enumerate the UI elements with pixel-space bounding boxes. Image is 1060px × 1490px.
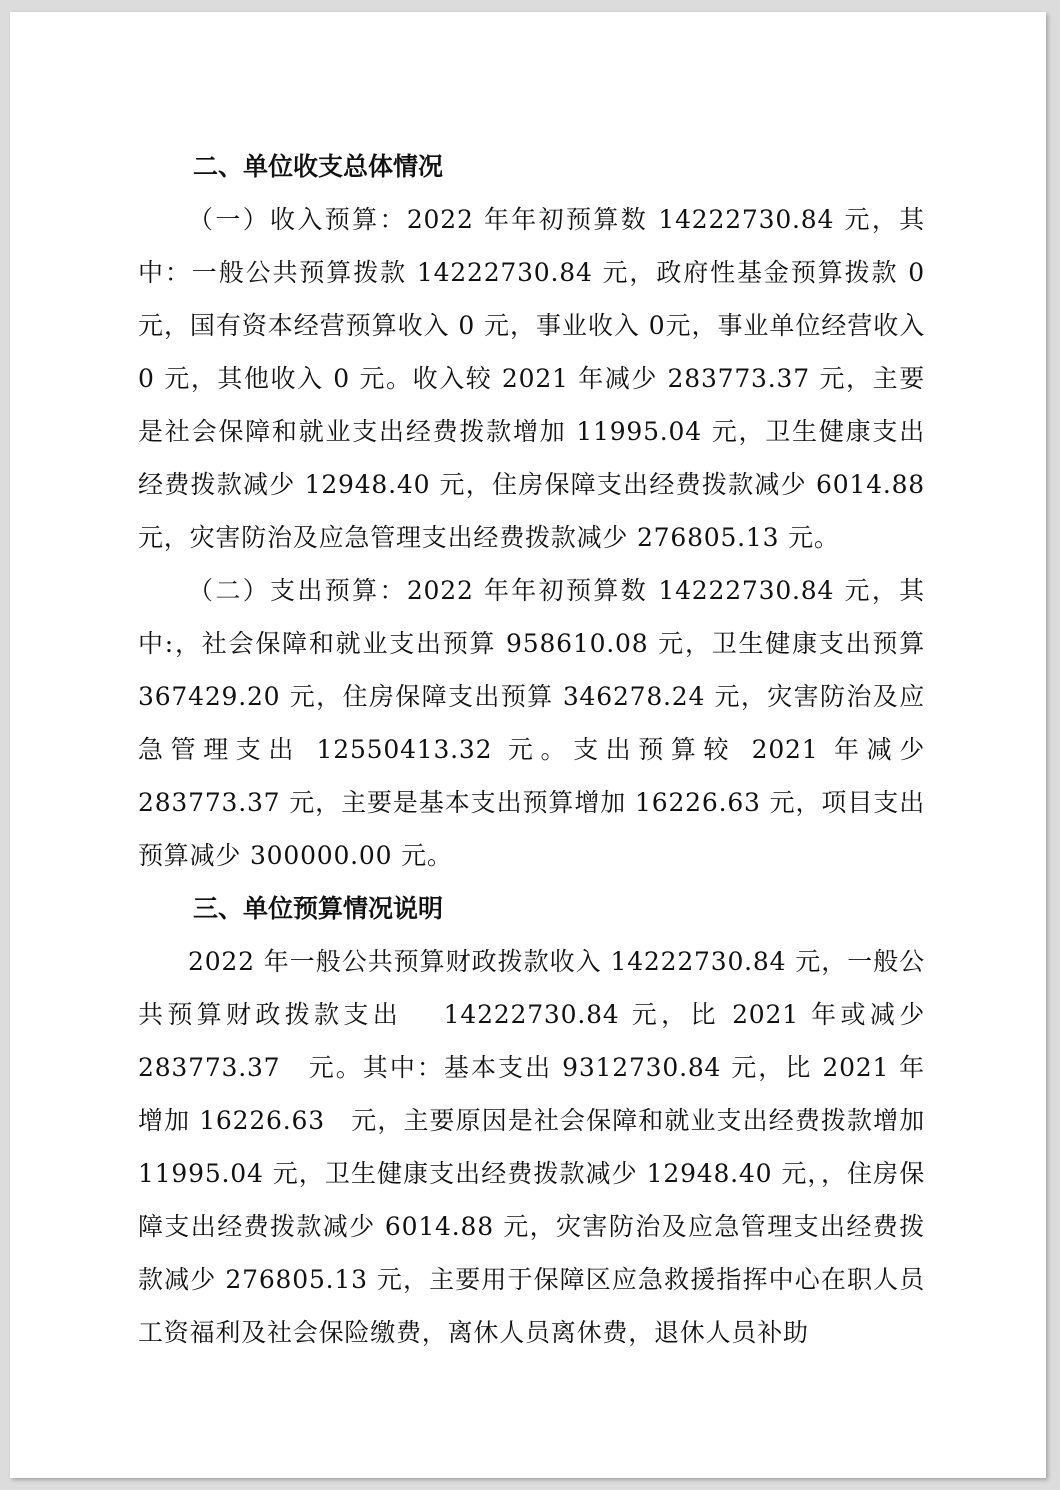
document-page — [10, 12, 1046, 1478]
paragraph-expenditure-budget: （二）支出预算：2022 年年初预算数 14222730.84 元，其中:，社会保障和就业支出预算 958610.08 元，卫生健康支出预算 367429.20 元，住房保障支出预算 346278.24 元，灾害防治及应急管理支出 12550413.32 元。支出预算较 2021 年减少 283773.37 元，主要是基本支出预算增加 16226.63 元，项目支出预算减少 300000.00 元。 — [138, 576, 925, 870]
paragraph-income-budget: （一）收入预算：2022 年年初预算数 14222730.84 元，其中：一般公共预算拨款 14222730.84 元，政府性基金预算拨款 0 元，国有资本经营预算收入 0 元，事业收入 0元，事业单位经营收入 0 元，其他收入 0 元。收入较 2021 年减少 283773.37 元，主要是社会保障和就业支出经费拨款增加 11995.04 元，卫生健康支出经费拨款减少 12948.40 元，住房保障支出经费拨款减少 6014.88 元，灾害防治及应急管理支出经费拨款减少 276805.13 元。 — [138, 205, 925, 552]
section-heading-unit-overview: 二、单位收支总体情况 — [193, 152, 444, 181]
section-heading-budget-explanation: 三、单位预算情况说明 — [193, 894, 444, 923]
paragraph-public-budget-appropriation: 2022 年一般公共预算财政拨款收入 14222730.84 元，一般公共预算财政拨款支出 14222730.84 元，比 2021 年或减少 283773.37 元。其中：基本支出 9312730.84 元，比 2021 年增加 16226.63 元，主要原因是社会保障和就业支出经费拨款增加 11995.04 元，卫生健康支出经费拨款减少 12948.40 元，，住房保障支出经费拨款减少 6014.88 元，灾害防治及应急管理支出经费拨款减少 276805.13 元，主要用于保障区应急救援指挥中心在职人员工资福利及社会保险缴费，离休人员离休费，退休人员补助 — [138, 947, 925, 1347]
document-body — [138, 140, 925, 1359]
